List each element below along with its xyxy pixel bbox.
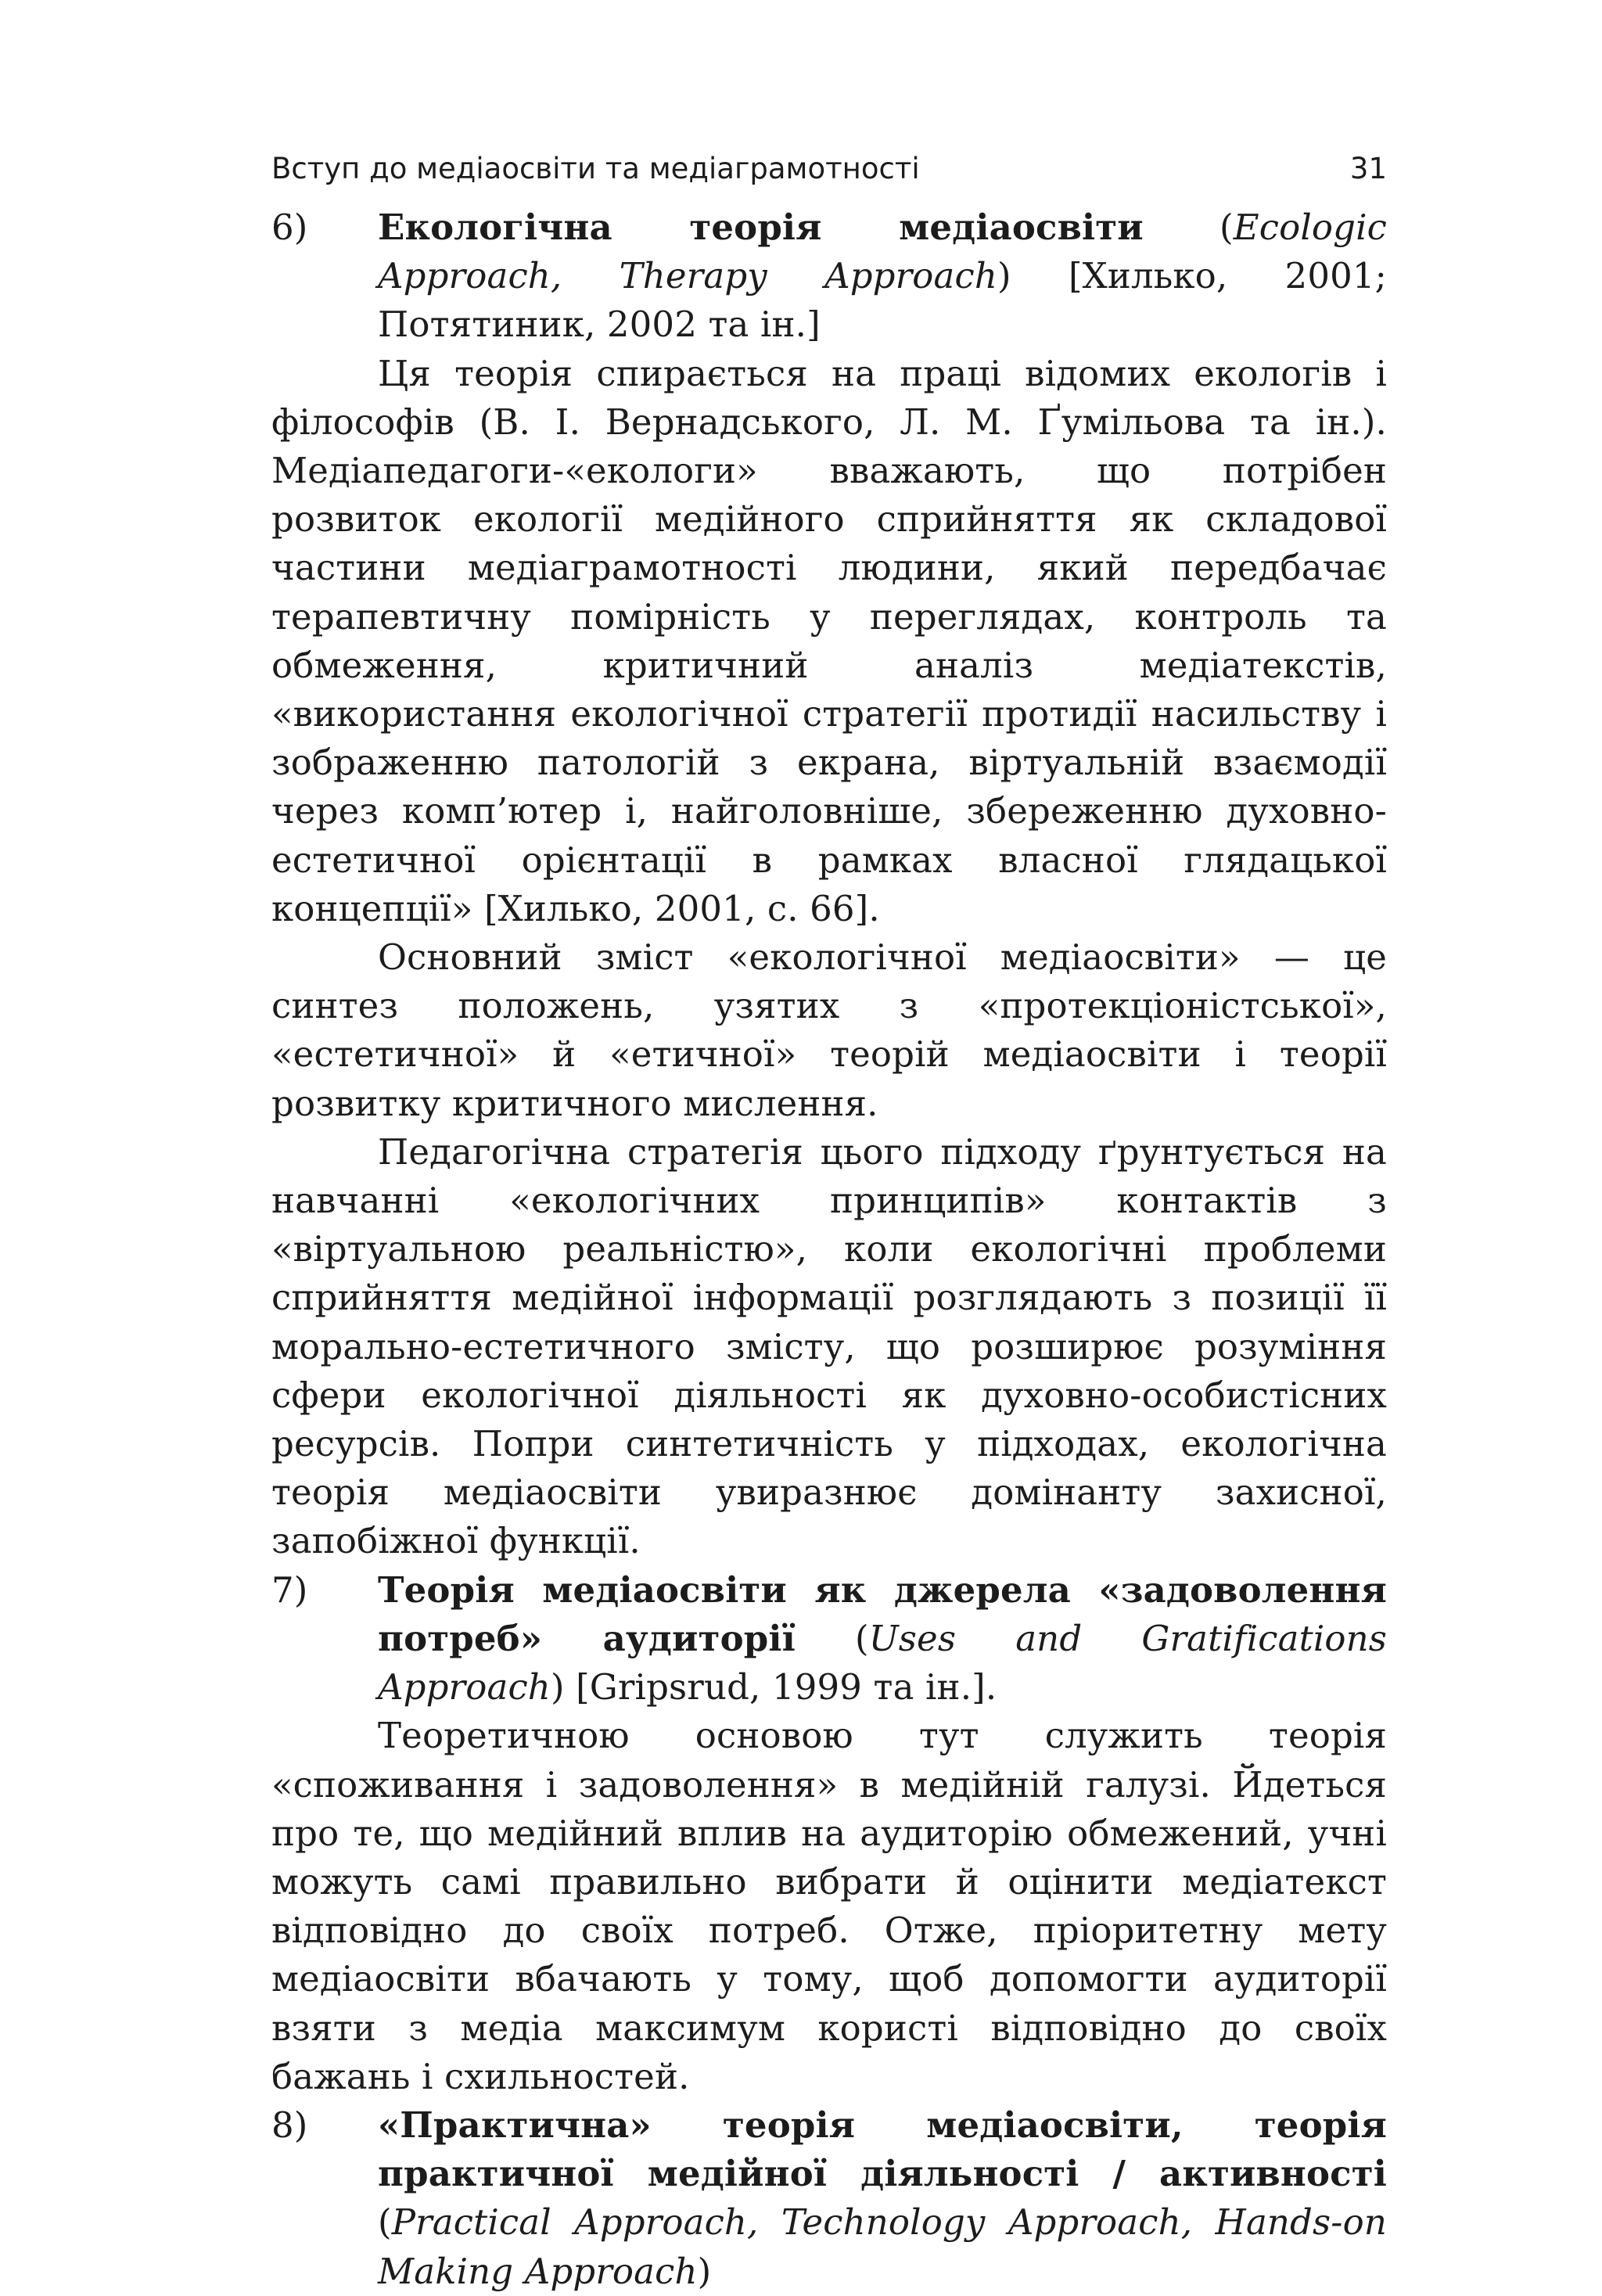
item-english-name: Ecologic Approach, Therapy Approach xyxy=(378,207,1387,297)
item-term: Екологічна теорія медіаосвіти xyxy=(378,207,1144,248)
page-number: 31 xyxy=(1349,152,1387,185)
item-heading xyxy=(378,1566,1387,1712)
open-paren: ( xyxy=(1143,207,1234,248)
paragraph-3: Педагогічна стратегія цього підходу ґрунтується на навчанні «екологічних принципів» контактів з «віртуальною реальністю», коли екологічні проблеми сприйняття медійної інформації розглядають з позиції її морально-естетичного змісту, що розширює розуміння сфери екологічної діяльності як духовно-особистісних ресурсів. Попри синтетичність у підходах, екологічна теорія медіаосвіти увиразнює домінанту захисної, запобіжної функції. xyxy=(271,1130,1387,1562)
item-number: 6) xyxy=(271,207,308,248)
list-item-6 xyxy=(271,203,1387,350)
list-item-8 xyxy=(271,2101,1387,2296)
item-english-name: Practical Approach, Technology Approach, Hands-on Making Approach xyxy=(378,2201,1387,2292)
item-citation: ) [Gripsrud, 1999 та ін.]. xyxy=(550,1666,997,1709)
open-paren: ( xyxy=(795,1617,869,1659)
item-number: 8) xyxy=(271,2104,308,2146)
page-body xyxy=(271,203,1387,2296)
paragraph-4: Теоретичною основою тут служить теорія «споживання і задоволення» в медійній галузі. Йдеться про те, що медійний вплив на аудиторію обмежений, учні можуть самі правильно вибрати й оцінити медіатекст відповідно до своїх потреб. Отже, пріоритетну мету медіаосвіти вбачають у тому, щоб допомогти аудиторії взяти з медіа максимум користі відповідно до своїх бажань і схильностей. xyxy=(271,1715,1387,2097)
item-english-name: Uses and Gratifications Approach xyxy=(378,1617,1387,1709)
open-paren: ( xyxy=(378,2201,392,2244)
running-head-title: Вступ до медіаосвіти та медіаграмотності xyxy=(271,152,920,185)
item-citation: ) xyxy=(697,2250,712,2292)
item-heading xyxy=(378,203,1387,350)
list-item-7 xyxy=(271,1566,1387,1712)
item-term: «Практична» теорія медіаосвіти, теорія практичної медійної діяльності / активності xyxy=(378,2104,1387,2195)
item-number: 7) xyxy=(271,1568,308,1611)
running-head xyxy=(271,146,1387,192)
item-citation: ) [Хилько, 2001; Потятиник, 2002 та ін.] xyxy=(378,255,1387,346)
item-term: Теорія медіаосвіти як джерела «задоволення потреб» аудиторії xyxy=(378,1568,1387,1659)
paragraph-2: Основний зміст «екологічної медіаосвіти» — це синтез положень, узятих з «протекціоністської», «естетичної» й «етичної» теорій медіаосвіти і теорії розвитку критичного мислення. xyxy=(271,936,1387,1124)
paragraph-1: Ця теорія спирається на праці відомих екологів і філософів (В. І. Вернадського, Л. М. Ґумільова та ін.). Медіапедагоги-«екологи» вважають, що потрібен розвиток екології медійного сприйняття як складової частини медіаграмотності людини, який передбачає терапевтичну помірність у переглядах, контроль та обмеження, критичний аналіз медіатекстів, «використання екологічної стратегії протидії насильству і зображенню патологій з екрана, віртуальній взаємодії через комп’ютер і, найголовніше, збереженню духовно-естетичної орієнтації в рамках власної глядацької концепції» [Хилько, 2001, с. 66]. xyxy=(271,352,1387,929)
item-heading xyxy=(378,2101,1387,2296)
